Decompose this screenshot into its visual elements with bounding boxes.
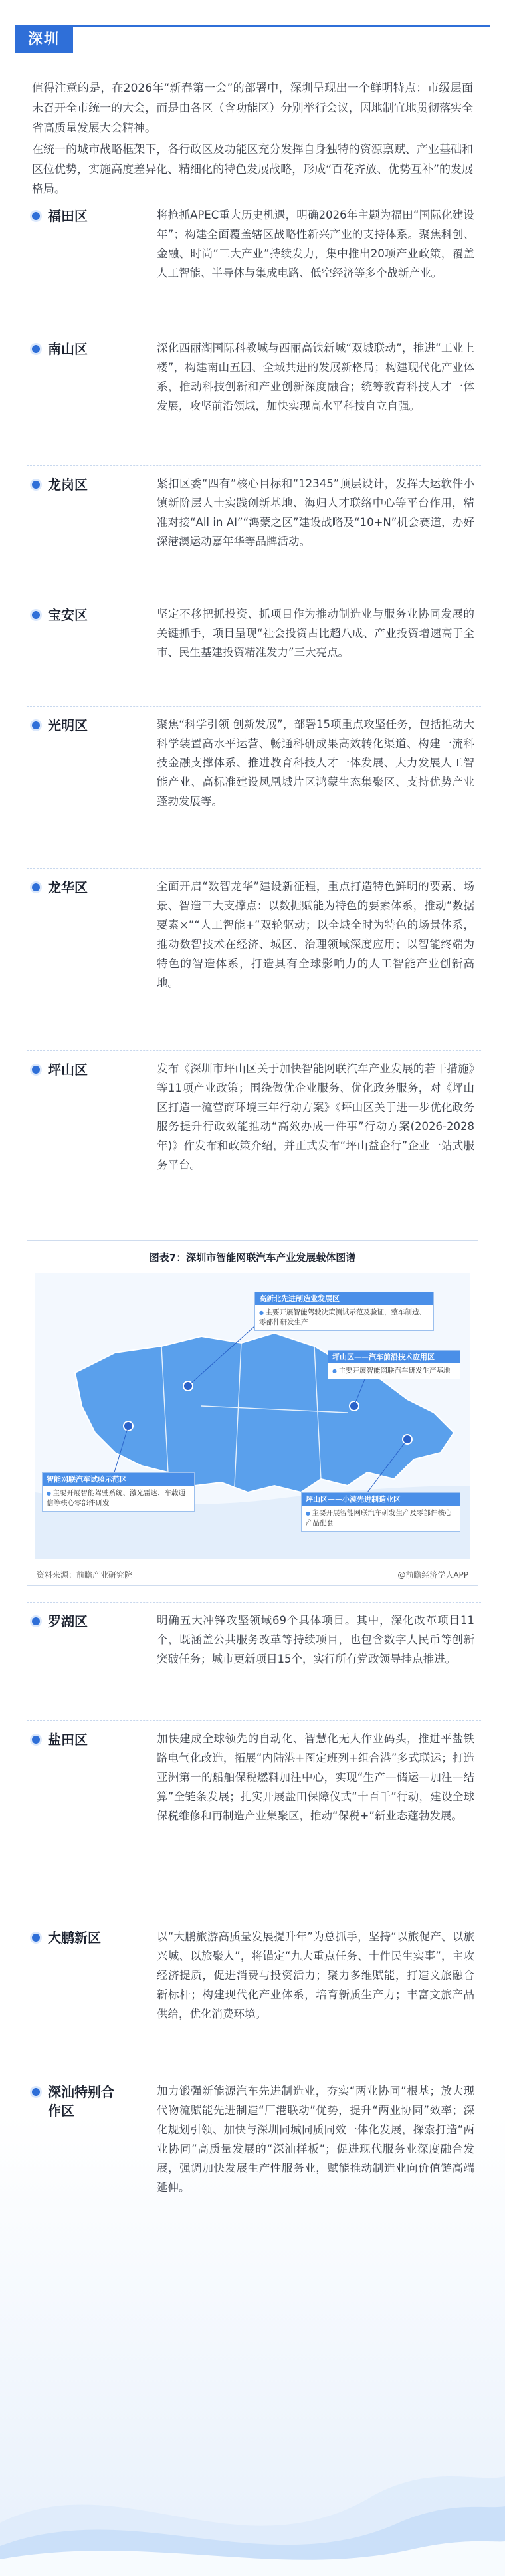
callout-line: ● 主要开展智能驾驶系统、激光雷达、车载通信等核心零部件研发 [47, 1488, 190, 1508]
map-figure [27, 1240, 478, 1586]
callout-title: 坪山区——汽车前沿技术应用区 [328, 1351, 460, 1363]
callout-title: 高新北先进制造业发展区 [255, 1292, 433, 1305]
district-desc: 加力锻强新能源汽车先进制造业，夯实“两业协同”根基；放大现代物流赋能先进制造“厂港联动”优势，提升“两业协同”效率；深化规划引领、加快与深圳同城同质同效一体化发展，探索打造“两业协同”高质量发展的“深汕样板”；促进现代服务业深度融合发展，强调加快发展生产性服务业，赋能推动制造业向价值链高端延伸。 [157, 2085, 474, 2194]
district-desc: 聚焦“科学引领 创新发展”，部署15项重点攻坚任务，包括推动大科学装置高水平运营、畅通科研成果高效转化渠道、构建一流科技金融支撑体系、推进教育科技人才一体发展、大力发展人工智能产业、高标准建设凤凰城片区鸿蒙生态集聚区、支持优势产业蓬勃发展等。 [157, 718, 474, 808]
district-desc: 坚定不移把抓投资、抓项目作为推动制造业与服务业协同发展的关键抓手，项目呈现“社会投资占比超八成、产业投资增速高于全市、民生基建投资精准发力”三大亮点。 [157, 608, 474, 659]
district-name: 龙华区 [48, 879, 88, 895]
district-pingshan [27, 1050, 481, 1230]
intro-paragraph-1: 值得注意的是，在2026年“新春第一会”的部署中，深圳呈现出一个鲜明特点：市级层面未召开全市统一的大会，而是由各区（含功能区）分别举行会议，因地制宜地贯彻落实全省高质量发展大会精神。 [32, 82, 473, 135]
district-longgang [27, 465, 481, 589]
district-name: 罗湖区 [48, 1613, 88, 1629]
bullet-dot-icon [32, 481, 40, 489]
callout-line: ● 主要开展智能驾驶决策测试示范及验证，整车制造、零部件研发生产 [259, 1308, 429, 1328]
district-desc: 以“大鹏旅游高质量发展提升年”为总抓手，坚持“以旅促产、以旅兴城、以旅聚人”，将锚定“九大重点任务、十件民生实事”，主攻经济提质，促进消费与投资活力；聚力多维赋能，打造文旅融合新标杆；构建现代化产业体系，培育新质生产力；丰富文旅产品供给，优化消费环境。 [157, 1931, 474, 2020]
bullet-dot-icon [32, 721, 40, 729]
callout-xiaomo [301, 1492, 460, 1532]
section-header [15, 25, 490, 53]
district-name: 南山区 [48, 341, 88, 357]
bullet-dot-icon [32, 1736, 40, 1744]
district-desc: 深化西丽湖国际科教城与西丽高铁新城“双城联动”，推进“工业上楼”，构建南山五园、全域共进的发展新格局；构建现代化产业体系，推动科技创新和产业创新深度融合；统筹教育科技人才一体发展，攻坚前沿领域，加快实现高水平科技自立自强。 [157, 342, 474, 412]
figure-source: 资料来源：前瞻产业研究院 [37, 1570, 133, 1580]
district-name: 大鹏新区 [48, 1930, 101, 1946]
callout-gaoxin [254, 1292, 434, 1331]
district-desc: 将抢抓APEC重大历史机遇，明确2026年主题为福田“国际化建设年”；构建全面覆盖辖区战略性新兴产业的支持体系。聚焦科创、金融、时尚“三大产业”持续发力，集中推出20项产业政策，覆盖人工智能、半导体与集成电路、低空经济等多个战新产业。 [157, 209, 474, 279]
callout-test-zone [42, 1472, 195, 1512]
section-title: 深圳 [15, 27, 73, 53]
intro-text [32, 78, 473, 201]
map-area [35, 1273, 470, 1559]
district-name: 深汕特别合作区 [48, 2084, 114, 2119]
callout-line: ● 主要开展智能网联汽车研发生产基地 [332, 1366, 456, 1376]
wave-decoration [0, 2423, 505, 2576]
district-name: 坪山区 [48, 1062, 88, 1078]
figure-title: 图表7：深圳市智能网联汽车产业发展载体图谱 [149, 1252, 356, 1264]
bullet-dot-icon [32, 1617, 40, 1625]
district-nanshan [27, 330, 481, 457]
district-desc: 紧扣区委“四有”核心目标和“12345”顶层设计，发挥大运软件小镇新阶层人士实践创新基地、海归人才联络中心等平台作用，精准对接“All in AI”“鸿蒙之区”建设战略及“10+N”机会赛道，办好深港澳运动嘉年华等品牌活动。 [157, 477, 474, 548]
callout-pingshan-tech [328, 1350, 460, 1379]
district-yantian [27, 1720, 481, 1911]
bullet-dot-icon [32, 611, 40, 619]
district-guangming [27, 706, 481, 850]
district-name: 盐田区 [48, 1732, 88, 1748]
district-shenshan [27, 2073, 481, 2259]
intro-paragraph-2: 在统一的城市战略框架下，各行政区及功能区充分发挥自身独特的资源禀赋、产业基础和区位优势，实施高度差异化、精细化的特色发展战略，形成“百花齐放、优势互补”的发展格局。 [32, 143, 473, 196]
bullet-dot-icon [32, 1934, 40, 1942]
district-name: 龙岗区 [48, 477, 88, 493]
callout-line: ● 主要开展智能网联汽车研发生产及零部件核心产品配套 [306, 1508, 456, 1528]
figure-brand: @前瞻经济学人APP [397, 1570, 468, 1580]
district-name: 宝安区 [48, 607, 88, 623]
district-futian [27, 197, 481, 324]
district-desc: 发布《深圳市坪山区关于加快智能网联汽车产业发展的若干措施》等11项产业政策；围绕做优企业服务、优化政务服务，对《坪山区打造一流营商环境三年行动方案》《坪山区关于进一步优化政务服务提升行政效能推动“高效办成一件事”行动方案(2026-2028年)》作发布和政策介绍，并正式发布“坪山益企行”企业一站式服务平台。 [157, 1062, 474, 1171]
district-name: 光明区 [48, 717, 88, 733]
callout-title: 坪山区——小漠先进制造业区 [302, 1493, 460, 1506]
callout-title: 智能网联汽车试验示范区 [43, 1473, 194, 1486]
district-longhua [27, 868, 481, 1045]
bullet-dot-icon [32, 1066, 40, 1074]
district-desc: 全面开启“数智龙华”建设新征程，重点打造特色鲜明的要素、场景、智造三大支撑点：以数据赋能为特色的要素体系，推动“数据要素×”“人工智能+”双轮驱动；以全域全时为特色的场景体系，推动数智技术在经济、城区、治理领域深度应用；以智能终端为特色的智造体系，打造具有全球影响力的人工智能产业创新高地。 [157, 880, 474, 989]
district-desc: 明确五大冲锋攻坚领域69个具体项目。其中，深化改革项目11个，既涵盖公共服务改革等持续项目，也包含数字人民币等创新突破任务；城市更新项目15个，实行所有党政领导挂点推进。 [157, 1614, 474, 1665]
bullet-dot-icon [32, 212, 40, 220]
bullet-dot-icon [32, 883, 40, 891]
district-desc: 加快建成全球领先的自动化、智慧化无人作业码头，推进平盐铁路电气化改造，拓展“内陆港+图定班列+组合港”多式联运；打造亚洲第一的船舶保税燃料加注中心，实现“生产—储运—加注—结算”全链条发展；扎实开展盐田保障仪式“十百千”行动，建设全球保税维修和再制造产业集聚区，推动“保税+”新业态蓬勃发展。 [157, 1732, 474, 1822]
district-name: 福田区 [48, 208, 88, 224]
district-dapeng [27, 1919, 481, 2062]
district-baoan [27, 596, 481, 695]
bullet-dot-icon [32, 2088, 40, 2096]
district-luohu [27, 1602, 481, 1708]
bullet-dot-icon [32, 345, 40, 353]
